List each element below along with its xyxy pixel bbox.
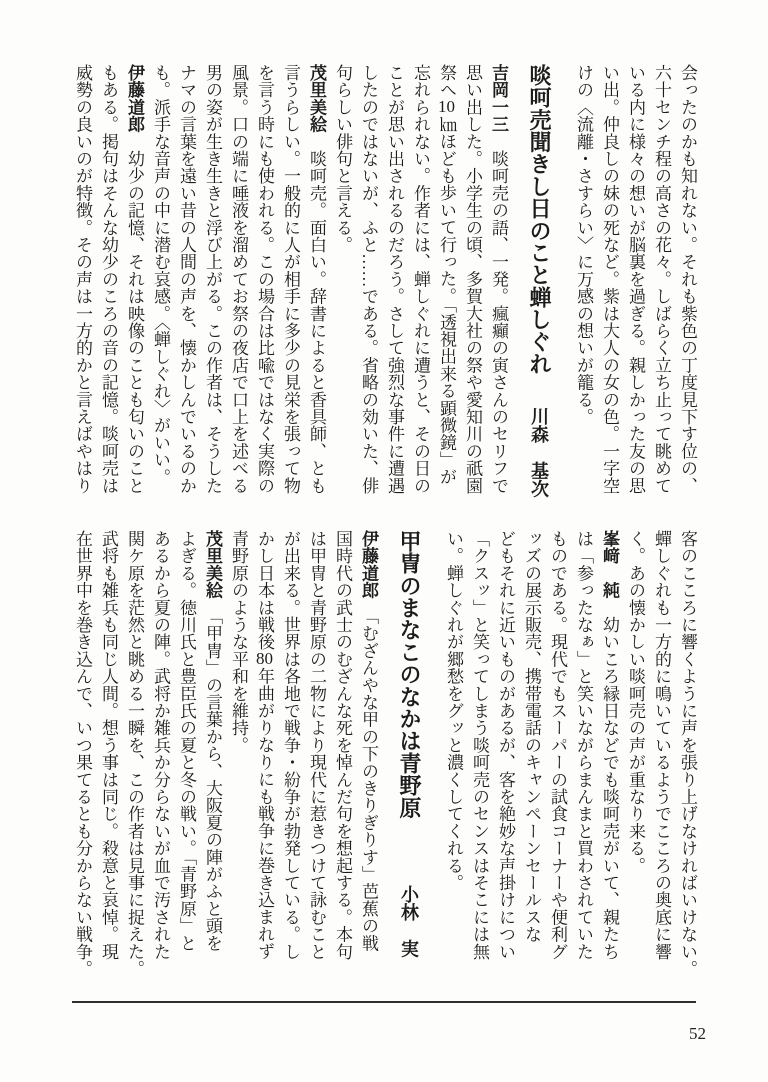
line-text: どもそれに近いものがあるが、客を絶妙な声掛けについ (496, 530, 515, 960)
body-line (433, 64, 459, 498)
line-text: は「参ったなぁ」と笑いながらまんまと買わされていた (574, 530, 593, 960)
body-line (622, 64, 648, 498)
body-line (225, 530, 251, 972)
line-text: 威勢の良いのが特徴。その声は一方的かと言えばやはり (73, 64, 92, 494)
body-line (199, 530, 225, 972)
body-line (277, 530, 303, 972)
body-line (147, 64, 173, 498)
body-line (303, 530, 329, 972)
body-line (225, 64, 251, 498)
body-line (518, 530, 544, 972)
commenter-name: 伊藤道郎 (125, 64, 144, 133)
line-text: 国時代の武士のむざんな死を悼んだ句を想起する。本句 (333, 530, 352, 960)
line-text: 風景。口の端に唾液を溜めてお祭の夜店で口上を述べる (229, 64, 248, 494)
body-line (69, 530, 95, 978)
body-line (459, 64, 485, 498)
line-text: ㎞ほども歩いて行った。「透視出来る顕微鏡」が (437, 115, 456, 486)
line-text: 関ケ原を茫然と眺める一瞬を、この作者は見事に捉えた。 (125, 530, 144, 978)
line-text: 言うらしい。一般的に人が相手に多少の見栄を張って物 (281, 64, 300, 494)
line-text: 武将も雑兵も同じ人間。想う事は同じ。殺意と哀悼。現 (99, 530, 118, 960)
line-text: 「クスッ」と笑ってしまう啖呵売のセンスはそこには無 (470, 530, 489, 960)
line-text: も。派手な音声の中に潜む哀感。〈蝉しぐれ〉がいい。 (151, 64, 170, 486)
line-text: 青野原のような平和を維持。 (229, 530, 248, 754)
line-text: 忘れられない。作者には、蝉しぐれに遭うと、その日の (411, 64, 430, 494)
footer-rule (72, 1001, 696, 1003)
body-line (95, 530, 121, 972)
body-line (147, 530, 173, 972)
line-text: を言う時にも使われる。この場合は比喩ではなく実際の (255, 64, 274, 494)
tcy-digits: 80 (256, 650, 273, 668)
body-line (173, 530, 199, 972)
body-line (303, 64, 329, 498)
body-line (329, 530, 355, 972)
body-line (173, 64, 199, 498)
line-text: ことが思い出されるのだろう。さして強烈な事件に遭遇 (385, 64, 404, 494)
body-line (674, 64, 700, 498)
line-text: い出。仲良しの妹の死など。紫は大人の女の色。一字空 (600, 64, 619, 494)
line-text: けの〈流離・さすらい〉に万感の想いが籠る。 (574, 64, 593, 426)
line-text: が出来る。世界は各地で戦争・紛争が勃発している。し (281, 530, 300, 960)
line-text: 啖呵売の語、一発。瘋癲の寅さんのセリフで (489, 132, 508, 495)
commenter-name: 伊藤道郎 (359, 530, 378, 599)
body-line (485, 64, 511, 498)
line-text: 男の姿が生き生きと浮び上がる。この作者は、そうした (203, 64, 222, 494)
body-line (95, 64, 121, 498)
body-line (648, 530, 674, 972)
line-text: い。蝉しぐれが郷愁をグッと濃くしてくれる。 (444, 530, 463, 892)
body-line (121, 530, 147, 978)
line-text: ッズの展示販売、携帯電話のキャンペーンセールスな (522, 530, 541, 943)
body-line (622, 530, 648, 972)
line-text: 句らしい俳句と言える。 (333, 64, 352, 254)
line-text: 啖呵売。面白い。辞書によると香具師、とも (307, 132, 326, 495)
body-line (596, 530, 622, 972)
line-text: 六十センチ程の高さの花々。しばらく立ち止って眺めて (652, 64, 671, 494)
body-line (440, 530, 466, 972)
line-text: もある。掲句はそんな幼少のころの音の記憶。啖呵売は (99, 64, 118, 494)
top-text-block (69, 64, 700, 498)
body-line (674, 530, 700, 978)
body-line (544, 530, 570, 972)
line-text: 「甲冑」の言葉から、大阪夏の陣がふと頭を (203, 598, 222, 952)
line-text: あるから夏の陣。武将か雑兵か分らないが血で汚された (151, 530, 170, 960)
line-text: は甲冑と青野原の二物により現代に惹きつけて詠むこと (307, 530, 326, 960)
body-line (407, 64, 433, 498)
bottom-text-block (69, 530, 700, 978)
page-number: 52 (689, 1024, 706, 1043)
line-text: よぎる。徳川氏と豊臣氏の夏と冬の戦い。「青野原」と (177, 530, 196, 952)
commenter-name: 峯﨑 純 (600, 530, 619, 599)
body-line (329, 64, 355, 498)
haiku-title: 啖呵売聞きし日のこと蝉しぐれ (527, 64, 552, 375)
commenter-name: 茂里美絵 (203, 530, 222, 599)
body-line (466, 530, 492, 972)
line-text: 在世界中を巻き込んで、いつ果てるとも分からない戦争。 (73, 530, 92, 978)
line-text: 祭へ (437, 64, 456, 99)
line-text: 幼いころ縁日などでも啖呵売がいて、親たち (600, 598, 619, 961)
body-line (277, 64, 303, 498)
line-text: 年曲がりなりにも戦争に巻き込まれず (255, 667, 274, 960)
body-line (570, 64, 596, 498)
line-text: く。あの懐かしい啖呵売の声が重なり来る。 (626, 530, 645, 874)
body-line (251, 64, 277, 498)
haiku-title: 甲冑のまなこのなかは青野原 (397, 530, 422, 819)
line-text: 会ったのかも知れない。それも紫色の丁度見下す位の、 (678, 64, 697, 494)
line-text: 幼少の記憶、それは映像のことも匂いのこと (125, 132, 144, 495)
tcy-digits: 10 (438, 98, 455, 116)
haiku-title-column (391, 530, 427, 972)
line-text: かし日本は戦後 (255, 530, 274, 651)
line-text: 客のこころに響くように声を張り上げなければいけない。 (678, 530, 697, 978)
line-text: したのではないが、ふと……である。省略の効いた、俳 (359, 64, 378, 494)
body-line (121, 64, 147, 498)
body-line (251, 530, 277, 972)
line-text: ものである。現代でもスーパーの試食コーナーや便利グ (548, 530, 567, 960)
body-line (648, 64, 674, 498)
line-text: ナマの言葉を遠い昔の人間の声を、懐かしんでいるのか (177, 64, 196, 494)
line-text: 蟬しぐれも一方的に鳴いているようでこころの奥底に響 (652, 530, 671, 960)
body-line (381, 64, 407, 498)
haiku-title-column (521, 64, 557, 498)
line-text: 「むざんやな甲の下のきりぎりす」芭蕉の戦 (359, 598, 378, 952)
body-line (570, 530, 596, 972)
body-line (355, 64, 381, 498)
body-line (69, 64, 95, 498)
commenter-name: 茂里美絵 (307, 64, 326, 133)
body-line (199, 64, 225, 498)
body-line (492, 530, 518, 972)
commenter-name: 吉岡一三 (489, 64, 508, 133)
body-line (596, 64, 622, 498)
haiku-author: 川森 基次 (529, 407, 549, 498)
haiku-author: 小林 実 (399, 885, 419, 958)
body-line (355, 530, 381, 972)
line-text: 思い出した。小学生の頃、多賀大社の祭や愛知川の祇園 (463, 64, 482, 494)
line-text: いる内に様々の想いが脳裏を過ぎる。親しかった友の思 (626, 64, 645, 494)
